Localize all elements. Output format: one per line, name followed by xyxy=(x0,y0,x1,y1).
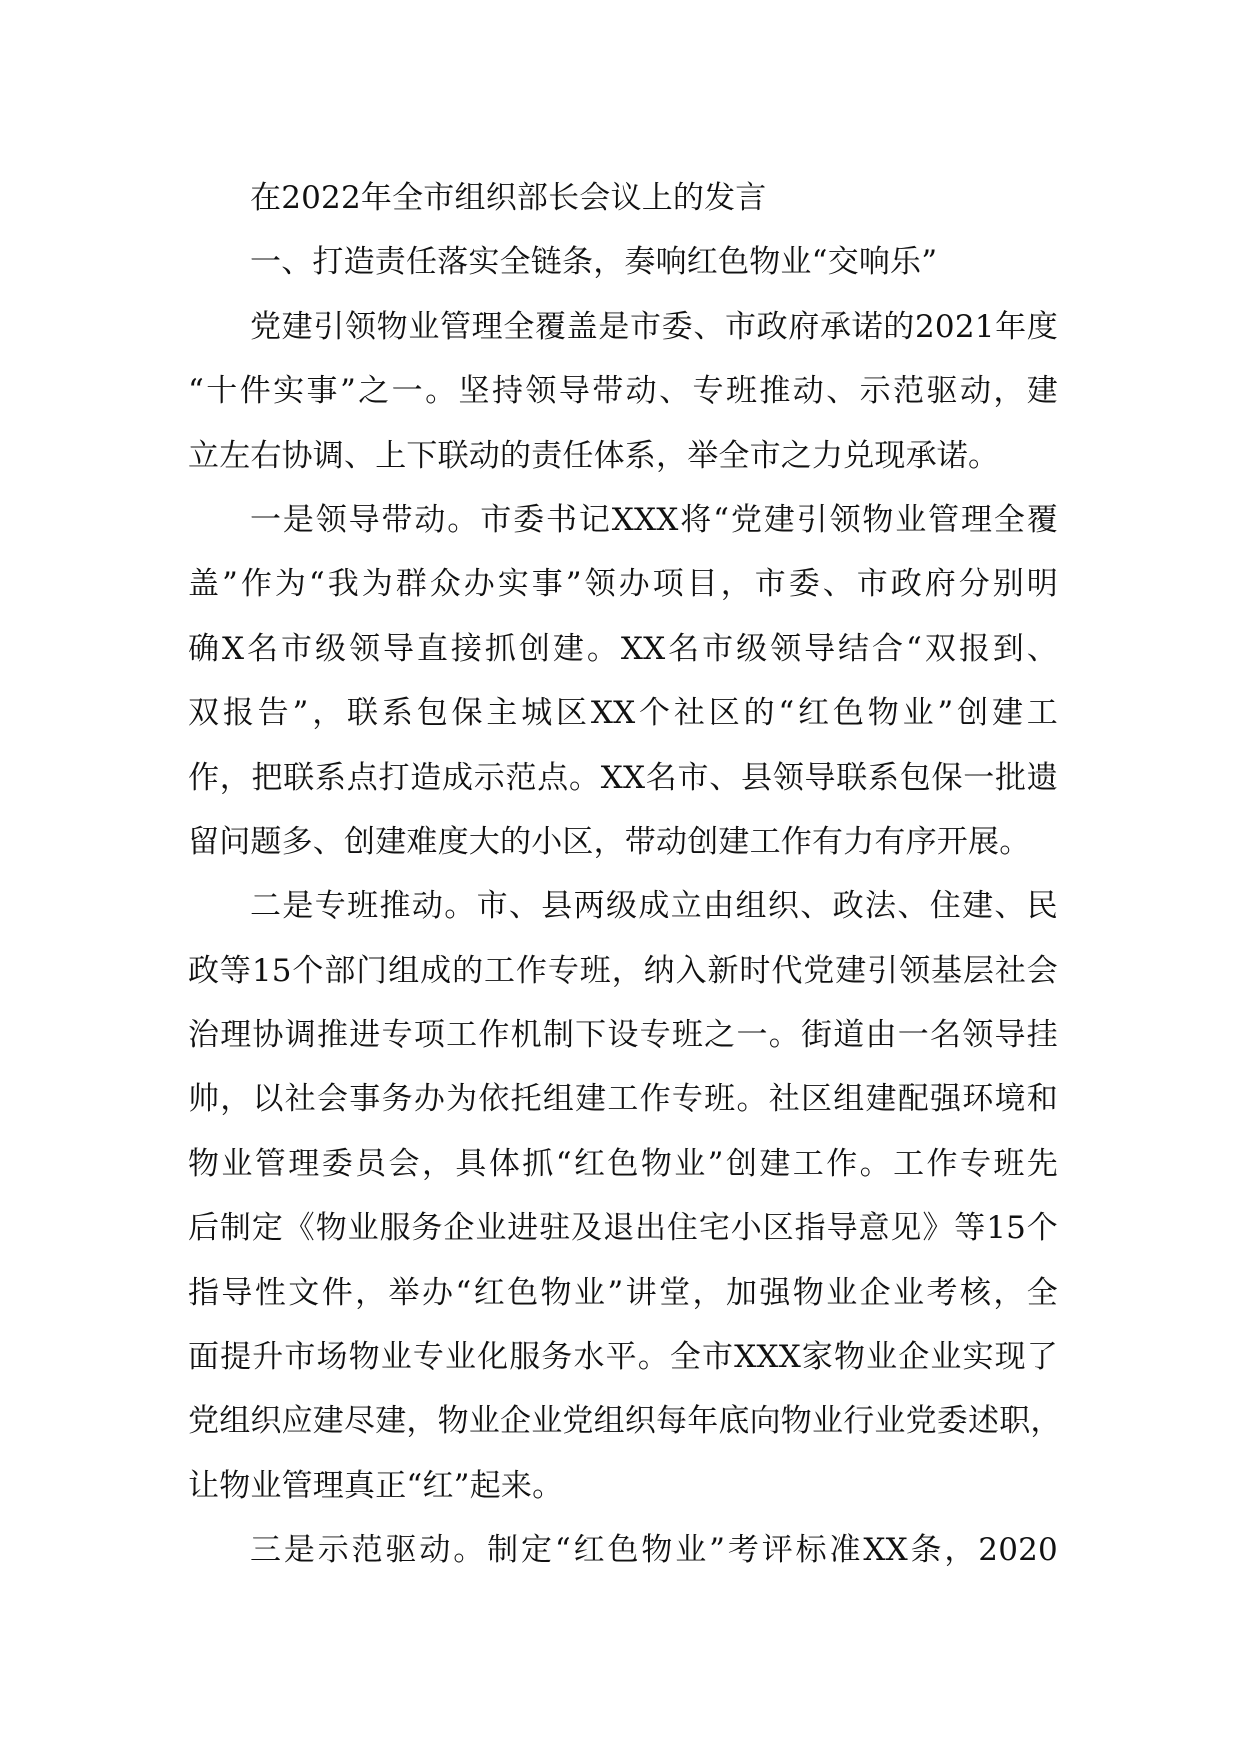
paragraph-line: 党组织应建尽建，物业企业党组织每年底向物业行业党委述职， xyxy=(188,1403,1062,1440)
paragraph-line: 治理协调推进专项工作机制下设专班之一。街道由一名领导挂 xyxy=(188,1017,1058,1054)
document-body xyxy=(188,166,1062,1583)
paragraph-line: 让物业管理真正“红”起来。 xyxy=(188,1467,564,1504)
paragraph-line: 确X名市级领导直接抓创建。XX名市级领导结合“双报到、 xyxy=(188,630,1058,667)
paragraph-line: 留问题多、创建难度大的小区，带动创建工作有力有序开展。 xyxy=(188,823,1031,860)
paragraph-line: 立左右协调、上下联动的责任体系，举全市之力兑现承诺。 xyxy=(188,437,1000,474)
document-title: 在2022年全市组织部长会议上的发言 xyxy=(250,180,767,216)
paragraph-line: 政等15个部门组成的工作专班，纳入新时代党建引领基层社会 xyxy=(188,952,1058,989)
paragraph-line: 指导性文件，举办“红色物业”讲堂，加强物业企业考核，全 xyxy=(188,1274,1058,1311)
paragraph-line: 后制定《物业服务企业进驻及退出住宅小区指导意见》等15个 xyxy=(188,1210,1058,1247)
section-heading: 一、打造责任落实全链条，奏响红色物业“交响乐” xyxy=(250,244,938,281)
paragraph-line: “十件实事”之一。坚持领导带动、专班推动、示范驱动，建 xyxy=(188,373,1058,410)
paragraph-line: 物业管理委员会，具体抓“红色物业”创建工作。工作专班先 xyxy=(188,1145,1058,1182)
paragraph-line: 一是领导带动。市委书记XXX将“党建引领物业管理全覆 xyxy=(250,501,1058,538)
paragraph-line: 作，把联系点打造成示范点。XX名市、县领导联系包保一批遗 xyxy=(188,759,1058,796)
paragraph-line: 双报告”，联系包保主城区XX个社区的“红色物业”创建工 xyxy=(188,695,1058,732)
paragraph-line: 帅，以社会事务办为依托组建工作专班。社区组建配强环境和 xyxy=(188,1081,1058,1118)
paragraph-line: 二是专班推动。市、县两级成立由组织、政法、住建、民 xyxy=(250,888,1058,925)
paragraph-line: 党建引领物业管理全覆盖是市委、市政府承诺的2021年度 xyxy=(250,308,1058,345)
paragraph-line: 三是示范驱动。制定“红色物业”考评标准XX条，2020 xyxy=(250,1532,1058,1569)
paragraph-line: 面提升市场物业专业化服务水平。全市XXX家物业企业实现了 xyxy=(188,1339,1058,1376)
paragraph-line: 盖”作为“我为群众办实事”领办项目，市委、市政府分别明 xyxy=(188,566,1058,603)
